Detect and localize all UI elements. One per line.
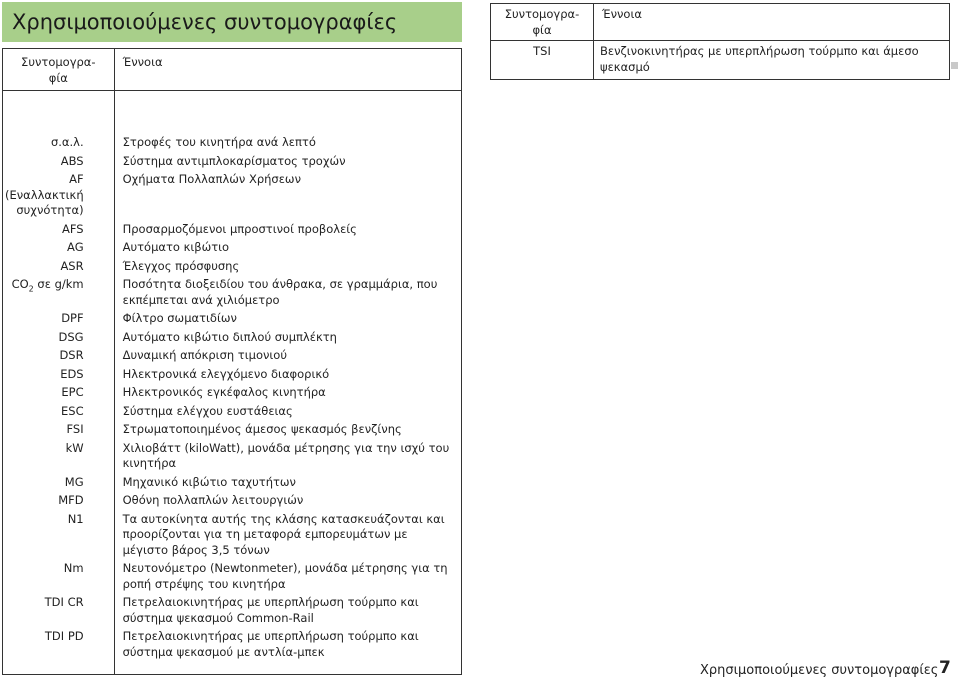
table-row [3, 329, 462, 348]
abbreviation-cell: AFS [3, 221, 115, 240]
abbreviation-cell: MFD [3, 492, 115, 511]
abbreviation-cell: EPC [3, 384, 115, 403]
abbreviation-cell: AG [3, 239, 115, 258]
table-row [3, 403, 462, 422]
meaning-cell: Ποσότητα διοξειδίου του άνθρακα, σε γραμμάρια, που εκπέμπεται ανά χιλιόμετρο [122, 277, 438, 307]
abbreviations-table-continued-body [491, 41, 950, 80]
footer-title: Χρησιμοποιούμενες συντομογραφίες [700, 663, 939, 678]
abbreviation-suffix: σε g/km [33, 277, 84, 291]
table-row [3, 221, 462, 240]
header-meaning: Έννοια [114, 49, 461, 91]
meaning-cell: Στροφές του κινητήρα ανά λεπτό [122, 135, 316, 149]
abbreviation-cell: ESC [3, 403, 115, 422]
table-row [3, 347, 462, 366]
abbreviation-cell: TDI CR [3, 594, 115, 628]
table-row [3, 258, 462, 277]
meaning-cell: Στρωματοποιημένος άμεσος ψεκασμός βενζίνης [122, 422, 402, 436]
table-header-row [3, 49, 462, 91]
abbreviation-subscript: 2 [28, 284, 34, 294]
abbreviation-cell: FSI [3, 421, 115, 440]
meaning-cell: Μηχανικό κιβώτιο ταχυτήτων [122, 474, 296, 489]
table-row [3, 153, 462, 172]
table-row [3, 171, 462, 221]
table-row [491, 41, 950, 80]
meaning-cell: Πετρελαιοκινητήρας με υπερπλήρωση τούρμπο και σύστημα ψεκασμού με αντλία-μπεκ [122, 629, 419, 659]
abbreviation-cell: TDI PD [3, 628, 115, 675]
table-row [3, 239, 462, 258]
abbreviation-cell: DPF [3, 310, 115, 329]
table-header-row [491, 4, 950, 41]
abbreviation-cell: N1 [3, 511, 115, 561]
meaning-cell: Οθόνη πολλαπλών λειτουργιών [122, 493, 304, 507]
page-title: Χρησιμοποιούμενες συντομογραφίες [12, 10, 398, 34]
table-row [3, 492, 462, 511]
meaning-cell: Σύστημα ελέγχου ευστάθειας [122, 403, 293, 418]
meaning-cell: Έλεγχος πρόσφυσης [122, 258, 240, 273]
page-number: 7 [939, 658, 951, 678]
abbreviation-cell: TSI [491, 41, 594, 80]
meaning-cell: Νευτονόμετρο (Newtonmeter), μονάδα μέτρησης για τη ροπή στρέψης του κινητήρα [122, 561, 448, 591]
header-abbreviation [3, 49, 115, 91]
meaning-cell: Βενζινοκινητήρας με υπερπλήρωση τούρμπο και άμεσο ψεκασμό [600, 44, 919, 74]
abbreviations-table-body [3, 91, 462, 675]
abbreviation-cell: MG [3, 474, 115, 493]
meaning-cell: Προσαρμοζόμενοι μπροστινοί προβολείς [122, 221, 357, 236]
abbreviations-table [2, 48, 462, 675]
header-abbreviation-label: Συντομογρα- φία [504, 7, 580, 37]
meaning-cell: Οχήματα Πολλαπλών Χρήσεων [122, 172, 301, 186]
table-row [3, 366, 462, 385]
meaning-cell: Αυτόματο κιβώτιο [122, 240, 230, 254]
title-bar [2, 2, 462, 42]
table-row [3, 276, 462, 310]
table-row [3, 91, 462, 153]
abbreviation-cell: Nm [3, 560, 115, 594]
abbreviation-cell: σ.α.λ. [3, 91, 115, 153]
meaning-cell: Ηλεκτρονικά ελεγχόμενο διαφορικό [122, 366, 330, 381]
meaning-cell: Ηλεκτρονικός εγκέφαλος κινητήρα [122, 385, 326, 399]
header-abbreviation-label: Συντομογρα- φία [21, 55, 96, 85]
meaning-cell: Αυτόματο κιβώτιο διπλού συμπλέκτη [122, 329, 337, 344]
table-row [3, 474, 462, 493]
abbreviation-cell: AF (Εναλλακτική συχνότητα) [3, 171, 115, 221]
section-end-marker [951, 62, 958, 69]
table-row [3, 511, 462, 561]
meaning-cell: Φίλτρο σωματιδίων [122, 311, 237, 325]
table-row [3, 384, 462, 403]
header-meaning: Έννοια [594, 4, 950, 41]
abbreviation-cell: DSR [3, 347, 115, 366]
abbreviation-cell: EDS [3, 366, 115, 385]
abbreviation-prefix: CO [11, 277, 29, 291]
abbreviation-cell: ASR [3, 258, 115, 277]
table-row [3, 628, 462, 675]
meaning-cell: Σύστημα αντιμπλοκαρίσματος τροχών [122, 153, 346, 168]
abbreviation-cell: ABS [3, 153, 115, 172]
table-row [3, 440, 462, 474]
abbreviation-cell [3, 276, 115, 310]
table-row [3, 421, 462, 440]
meaning-cell: Χιλιοβάττ (kiloWatt), μονάδα μέτρησης για την ισχύ του κινητήρα [122, 440, 450, 470]
header-abbreviation [491, 4, 594, 41]
meaning-cell: Τα αυτοκίνητα αυτής της κλάσης κατασκευάζονται και προορίζονται για τη μεταφορά εμπορευμάτων με μέγιστο βάρος 3,5 τόνων [122, 511, 445, 557]
abbreviation-cell: kW [3, 440, 115, 474]
abbreviations-table-continued [490, 3, 950, 80]
table-row [3, 310, 462, 329]
table-row [3, 594, 462, 628]
meaning-cell: Δυναμική απόκριση τιμονιού [122, 348, 287, 362]
abbreviation-cell: DSG [3, 329, 115, 348]
table-row [3, 560, 462, 594]
meaning-cell: Πετρελαιοκινητήρας με υπερπλήρωση τούρμπο και σύστημα ψεκασμού Common-Rail [122, 595, 419, 625]
